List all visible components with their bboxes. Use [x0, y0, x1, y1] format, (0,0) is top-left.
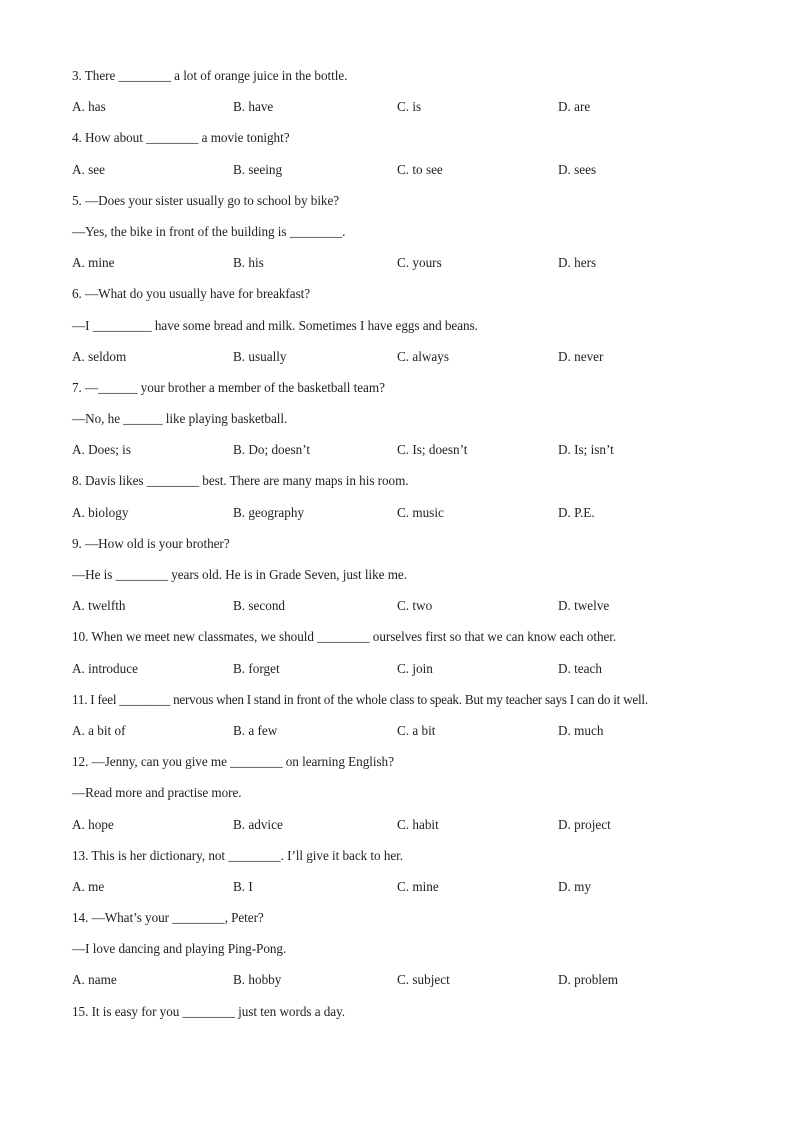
- option-b: B. hobby: [233, 972, 282, 988]
- option-c: C. subject: [397, 972, 450, 988]
- question-7: [72, 378, 732, 472]
- question-stem: 8. Davis likes ________ best. There are many maps in his room.: [72, 473, 409, 489]
- option-a: A. seldom: [72, 348, 127, 364]
- answer-options: [72, 815, 732, 846]
- question-response: —I love dancing and playing Ping-Pong.: [72, 941, 287, 957]
- option-d: D. P.E.: [558, 504, 595, 520]
- question-stem: 3. There ________ a lot of orange juice in the bottle.: [72, 68, 348, 83]
- option-b: B. have: [233, 99, 274, 115]
- answer-options: [72, 440, 732, 471]
- question-response: —I _________ have some bread and milk. Sometimes I have eggs and beans.: [72, 317, 478, 333]
- question-stem: 15. It is easy for you ________ just ten words a day.: [72, 1003, 346, 1019]
- answer-options: [72, 253, 732, 284]
- question-12: [72, 752, 732, 846]
- question-response: —Read more and practise more.: [72, 785, 242, 801]
- option-a: A. hope: [72, 816, 114, 832]
- question-response: —Yes, the bike in front of the building is ________.: [72, 223, 346, 239]
- option-c: C. yours: [397, 255, 442, 271]
- option-a: A. has: [72, 99, 106, 115]
- option-a: A. see: [72, 161, 105, 177]
- question-15: [72, 1002, 732, 1033]
- option-d: D. project: [558, 816, 611, 832]
- answer-options: [72, 721, 732, 752]
- question-stem: 7. —______ your brother a member of the basketball team?: [72, 379, 385, 395]
- question-stem: 12. —Jenny, can you give me ________ on learning English?: [72, 754, 394, 770]
- option-b: B. geography: [233, 504, 305, 520]
- option-c: C. to see: [397, 161, 443, 177]
- option-b: B. advice: [233, 816, 283, 832]
- answer-options: [72, 659, 732, 690]
- option-b: B. usually: [233, 348, 287, 364]
- option-c: C. Is; doesn’t: [397, 442, 468, 458]
- option-b: B. Do; doesn’t: [233, 442, 311, 458]
- option-a: A. twelfth: [72, 598, 126, 614]
- option-d: D. sees: [558, 161, 597, 177]
- option-a: A. name: [72, 972, 117, 988]
- question-9: [72, 534, 732, 628]
- question-stem: 9. —How old is your brother?: [72, 535, 230, 551]
- question-stem: 4. How about ________ a movie tonight?: [72, 130, 290, 146]
- question-6: [72, 284, 732, 378]
- question-stem: 5. —Does your sister usually go to school by bike?: [72, 192, 340, 208]
- question-8: [72, 471, 732, 533]
- option-d: D. problem: [558, 972, 619, 988]
- question-stem: 13. This is her dictionary, not ________. I’ll give it back to her.: [72, 847, 404, 863]
- option-b: B. second: [233, 598, 286, 614]
- answer-options: [72, 596, 732, 627]
- question-3: [72, 66, 732, 128]
- option-b: B. seeing: [233, 161, 283, 177]
- answer-options: [72, 970, 732, 1001]
- question-5: [72, 191, 732, 285]
- option-a: A. me: [72, 878, 105, 894]
- option-d: D. teach: [558, 660, 602, 676]
- option-b: B. forget: [233, 660, 280, 676]
- option-d: D. much: [558, 722, 604, 738]
- question-response: —No, he ______ like playing basketball.: [72, 411, 288, 427]
- option-a: A. introduce: [72, 660, 138, 676]
- option-d: D. hers: [558, 255, 597, 271]
- option-b: B. his: [233, 255, 264, 271]
- option-c: C. music: [397, 504, 444, 520]
- question-4: [72, 128, 732, 190]
- question-list: [72, 66, 732, 1033]
- option-c: C. two: [397, 598, 433, 614]
- option-c: C. mine: [397, 878, 439, 894]
- answer-options: [72, 503, 732, 534]
- option-d: D. never: [558, 348, 604, 364]
- question-stem: 10. When we meet new classmates, we should ________ ourselves first so that we can know each other.: [72, 629, 617, 645]
- option-d: D. my: [558, 878, 591, 894]
- option-b: B. a few: [233, 722, 278, 738]
- option-c: C. habit: [397, 816, 439, 832]
- option-a: A. a bit of: [72, 722, 126, 738]
- answer-options: [72, 347, 732, 378]
- option-c: C. is: [397, 99, 422, 115]
- option-d: D. twelve: [558, 598, 610, 614]
- answer-options: [72, 97, 732, 128]
- question-stem: 11. I feel ________ nervous when I stand in front of the whole class to speak. But my teacher says I can do it well.: [72, 691, 648, 707]
- option-c: C. a bit: [397, 722, 436, 738]
- option-c: C. join: [397, 660, 433, 676]
- question-response: —He is ________ years old. He is in Grade Seven, just like me.: [72, 567, 407, 582]
- option-b: B. I: [233, 878, 253, 894]
- option-c: C. always: [397, 348, 450, 364]
- question-10: [72, 627, 732, 689]
- question-14: [72, 908, 732, 1002]
- option-d: D. Is; isn’t: [558, 442, 614, 458]
- option-a: A. Does; is: [72, 442, 131, 458]
- question-stem: 14. —What’s your ________, Peter?: [72, 910, 264, 926]
- option-a: A. biology: [72, 504, 129, 520]
- option-d: D. are: [558, 99, 591, 115]
- answer-options: [72, 160, 732, 191]
- question-11: [72, 690, 732, 752]
- option-a: A. mine: [72, 255, 115, 271]
- answer-options: [72, 877, 732, 908]
- question-13: [72, 846, 732, 908]
- question-stem: 6. —What do you usually have for breakfast?: [72, 286, 311, 302]
